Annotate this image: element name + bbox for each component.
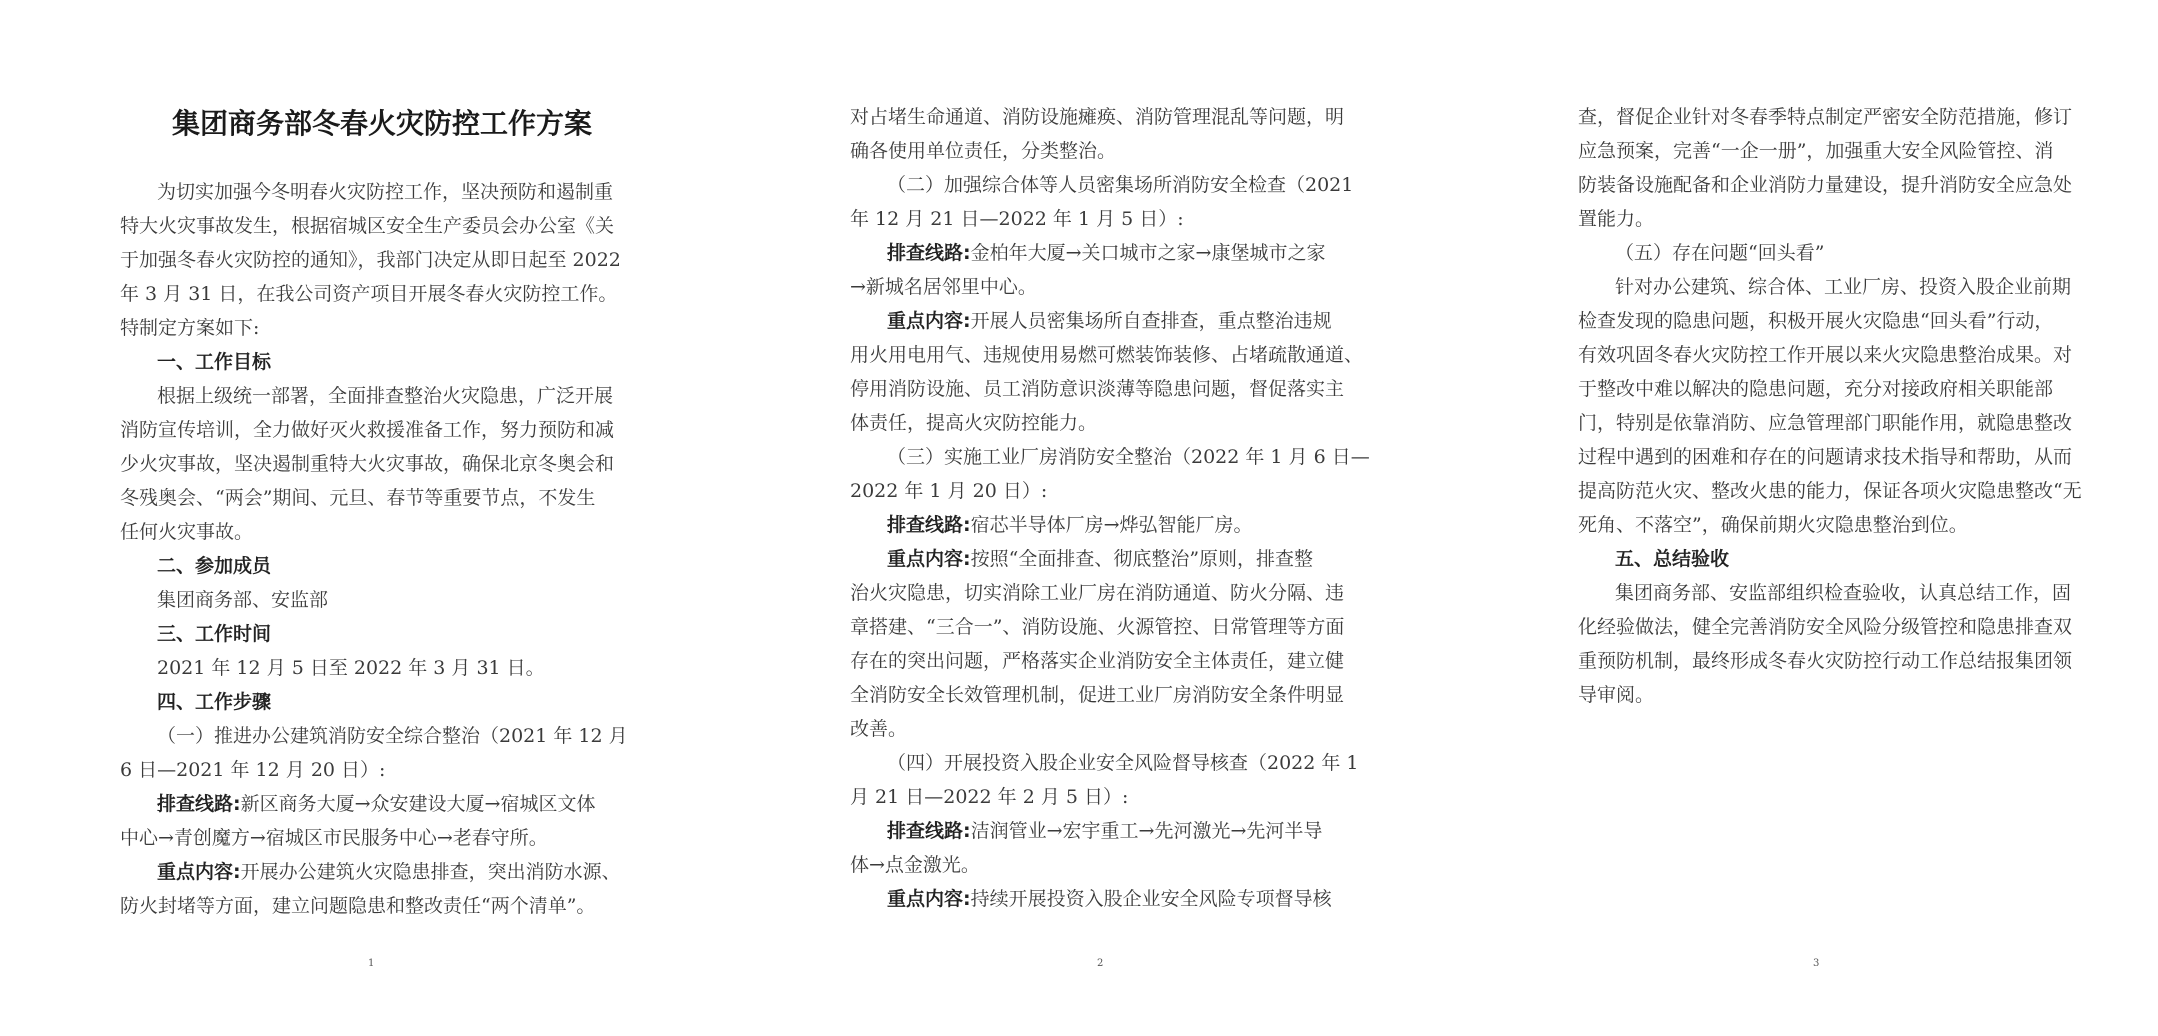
- body-line: 检查发现的隐患问题，积极开展火灾隐患“回头看”行动，: [1578, 310, 2054, 332]
- body-line: 用火用电用气、违规使用易燃可燃装饰装修、占堵疏散通道、: [850, 344, 1364, 366]
- body-line: 年 12 月 21 日—2022 年 1 月 5 日）:: [850, 208, 1184, 230]
- body-line: 于整改中难以解决的隐患问题，充分对接政府相关职能部: [1578, 378, 2054, 400]
- body-line: 月 21 日—2022 年 2 月 5 日）:: [850, 786, 1129, 808]
- route-label: 排查线路:: [887, 820, 971, 842]
- subsection-heading: （五）存在问题“回头看”: [1615, 242, 1825, 264]
- page-number: 3: [1813, 958, 1820, 969]
- body-line: 特制定方案如下:: [120, 317, 260, 339]
- document-title: 集团商务部冬春火灾防控工作方案: [172, 107, 593, 140]
- body-line: 2021 年 12 月 5 日至 2022 年 3 月 31 日。: [157, 657, 545, 679]
- body-line: 特大火灾事故发生，根据宿城区安全生产委员会办公室《关: [120, 215, 615, 237]
- body-line: 为切实加强今冬明春火灾防控工作，坚决预防和遏制重: [157, 181, 614, 203]
- body-line: 过程中遇到的困难和存在的问题请求技术指导和帮助，从而: [1578, 446, 2073, 468]
- route-label: 排查线路:: [887, 242, 971, 264]
- body-line: 停用消防设施、员工消防意识淡薄等隐患问题，督促落实主: [850, 378, 1345, 400]
- body-line: 6 日—2021 年 12 月 20 日）:: [120, 759, 386, 781]
- body-line: 年 3 月 31 日，在我公司资产项目开展冬春火灾防控工作。: [120, 283, 618, 305]
- subsection-heading: （二）加强综合体等人员密集场所消防安全检查（2021: [887, 174, 1354, 196]
- body-line: 任何火灾事故。: [120, 521, 254, 543]
- body-line: 集团商务部、安监部组织检查验收，认真总结工作，固: [1615, 582, 2072, 604]
- section-heading: 三、工作时间: [157, 623, 272, 645]
- focus-label: 重点内容:: [157, 861, 241, 883]
- body-line: 冬残奥会、“两会”期间、元旦、春节等重要节点，不发生: [120, 487, 596, 509]
- section-heading: 二、参加成员: [157, 555, 272, 577]
- body-line: [157, 787, 595, 821]
- body-line: 少火灾事故，坚决遏制重特大火灾事故，确保北京冬奥会和: [120, 453, 615, 475]
- body-line: →新城名居邻里中心。: [850, 276, 1037, 298]
- route-text: 新区商务大厦→众安建设大厦→宿城区文体: [240, 793, 596, 815]
- document-page-1: [0, 0, 719, 1036]
- focus-label: 重点内容:: [887, 310, 971, 332]
- body-line: 应急预案，完善“一企一册”，加强重大安全风险管控、消: [1578, 140, 2054, 162]
- route-text: 宿芯半导体厂房→烨弘智能厂房。: [970, 514, 1253, 536]
- body-line: 查，督促企业针对冬春季特点制定严密安全防范措施，修订: [1578, 106, 2073, 128]
- body-line: 治火灾隐患，切实消除工业厂房在消防通道、防火分隔、违: [850, 582, 1345, 604]
- body-line: 中心→青创魔方→宿城区市民服务中心→老春守所。: [120, 827, 548, 849]
- body-line: [887, 542, 1313, 576]
- body-line: 重预防机制，最终形成冬春火灾防控行动工作总结报集团领: [1578, 650, 2073, 672]
- body-line: 防装备设施配备和企业消防力量建设，提升消防安全应急处: [1578, 174, 2073, 196]
- body-line: 死角、不落空”，确保前期火灾隐患整治到位。: [1578, 514, 1968, 536]
- body-line: 针对办公建筑、综合体、工业厂房、投资入股企业前期: [1615, 276, 2072, 298]
- subsection-heading: （一）推进办公建筑消防安全综合整治（2021 年 12 月: [157, 725, 628, 747]
- body-line: [887, 882, 1332, 916]
- body-line: 置能力。: [1578, 208, 1655, 230]
- body-line: 2022 年 1 月 20 日）:: [850, 480, 1048, 502]
- document-page-3: [1438, 0, 2157, 1036]
- body-line: [887, 508, 1253, 542]
- page-number: 1: [368, 958, 375, 969]
- body-line: 根据上级统一部署，全面排查整治火灾隐患，广泛开展: [157, 385, 614, 407]
- body-line: 于加强冬春火灾防控的通知》，我部门决定从即日起至 2022: [120, 249, 621, 271]
- document-page-2: [719, 0, 1438, 1036]
- body-line: [887, 236, 1325, 270]
- focus-text: 按照“全面排查、彻底整治”原则，排查整: [970, 548, 1314, 570]
- page-number: 2: [1097, 958, 1104, 969]
- body-line: 集团商务部、安监部: [157, 589, 329, 611]
- section-heading: 五、总结验收: [1615, 548, 1730, 570]
- body-line: 消防宣传培训，全力做好灭火救援准备工作，努力预防和减: [120, 419, 615, 441]
- body-line: 化经验做法，健全完善消防安全风险分级管控和隐患排查双: [1578, 616, 2073, 638]
- subsection-heading: （三）实施工业厂房消防安全整治（2022 年 1 月 6 日—: [887, 446, 1370, 468]
- focus-text: 开展办公建筑火灾隐患排查，突出消防水源、: [240, 861, 621, 883]
- focus-text: 持续开展投资入股企业安全风险专项督导核: [970, 888, 1332, 910]
- body-line: 体→点金激光。: [850, 854, 980, 876]
- body-line: 防火封堵等方面，建立问题隐患和整改责任“两个清单”。: [120, 895, 596, 917]
- body-line: 存在的突出问题，严格落实企业消防安全主体责任，建立健: [850, 650, 1345, 672]
- body-line: 全消防安全长效管理机制，促进工业厂房消防安全条件明显: [850, 684, 1345, 706]
- focus-label: 重点内容:: [887, 888, 971, 910]
- body-line: 对占堵生命通道、消防设施瘫痪、消防管理混乱等问题，明: [850, 106, 1345, 128]
- body-line: 体责任，提高火灾防控能力。: [850, 412, 1098, 434]
- body-line: 有效巩固冬春火灾防控工作开展以来火灾隐患整治成果。对: [1578, 344, 2073, 366]
- section-heading: 一、工作目标: [157, 351, 272, 373]
- focus-label: 重点内容:: [887, 548, 971, 570]
- route-text: 洁润管业→宏宇重工→先河激光→先河半导: [970, 820, 1323, 842]
- body-line: 导审阅。: [1578, 684, 1655, 706]
- route-label: 排查线路:: [887, 514, 971, 536]
- body-line: [157, 855, 621, 889]
- body-line: 改善。: [850, 718, 908, 740]
- body-line: [887, 304, 1332, 338]
- body-line: 确各使用单位责任，分类整治。: [850, 140, 1117, 162]
- route-label: 排查线路:: [157, 793, 241, 815]
- focus-text: 开展人员密集场所自查排查，重点整治违规: [970, 310, 1332, 332]
- section-heading: 四、工作步骤: [157, 691, 272, 713]
- body-line: 提高防范火灾、整改火患的能力，保证各项火灾隐患整改“无: [1578, 480, 2082, 502]
- route-text: 金柏年大厦→关口城市之家→康堡城市之家: [970, 242, 1326, 264]
- body-line: 门，特别是依靠消防、应急管理部门职能作用，就隐患整改: [1578, 412, 2073, 434]
- subsection-heading: （四）开展投资入股企业安全风险督导核查（2022 年 1: [887, 752, 1359, 774]
- body-line: 章搭建、“三合一”、消防设施、火源管控、日常管理等方面: [850, 616, 1345, 638]
- body-line: [887, 814, 1322, 848]
